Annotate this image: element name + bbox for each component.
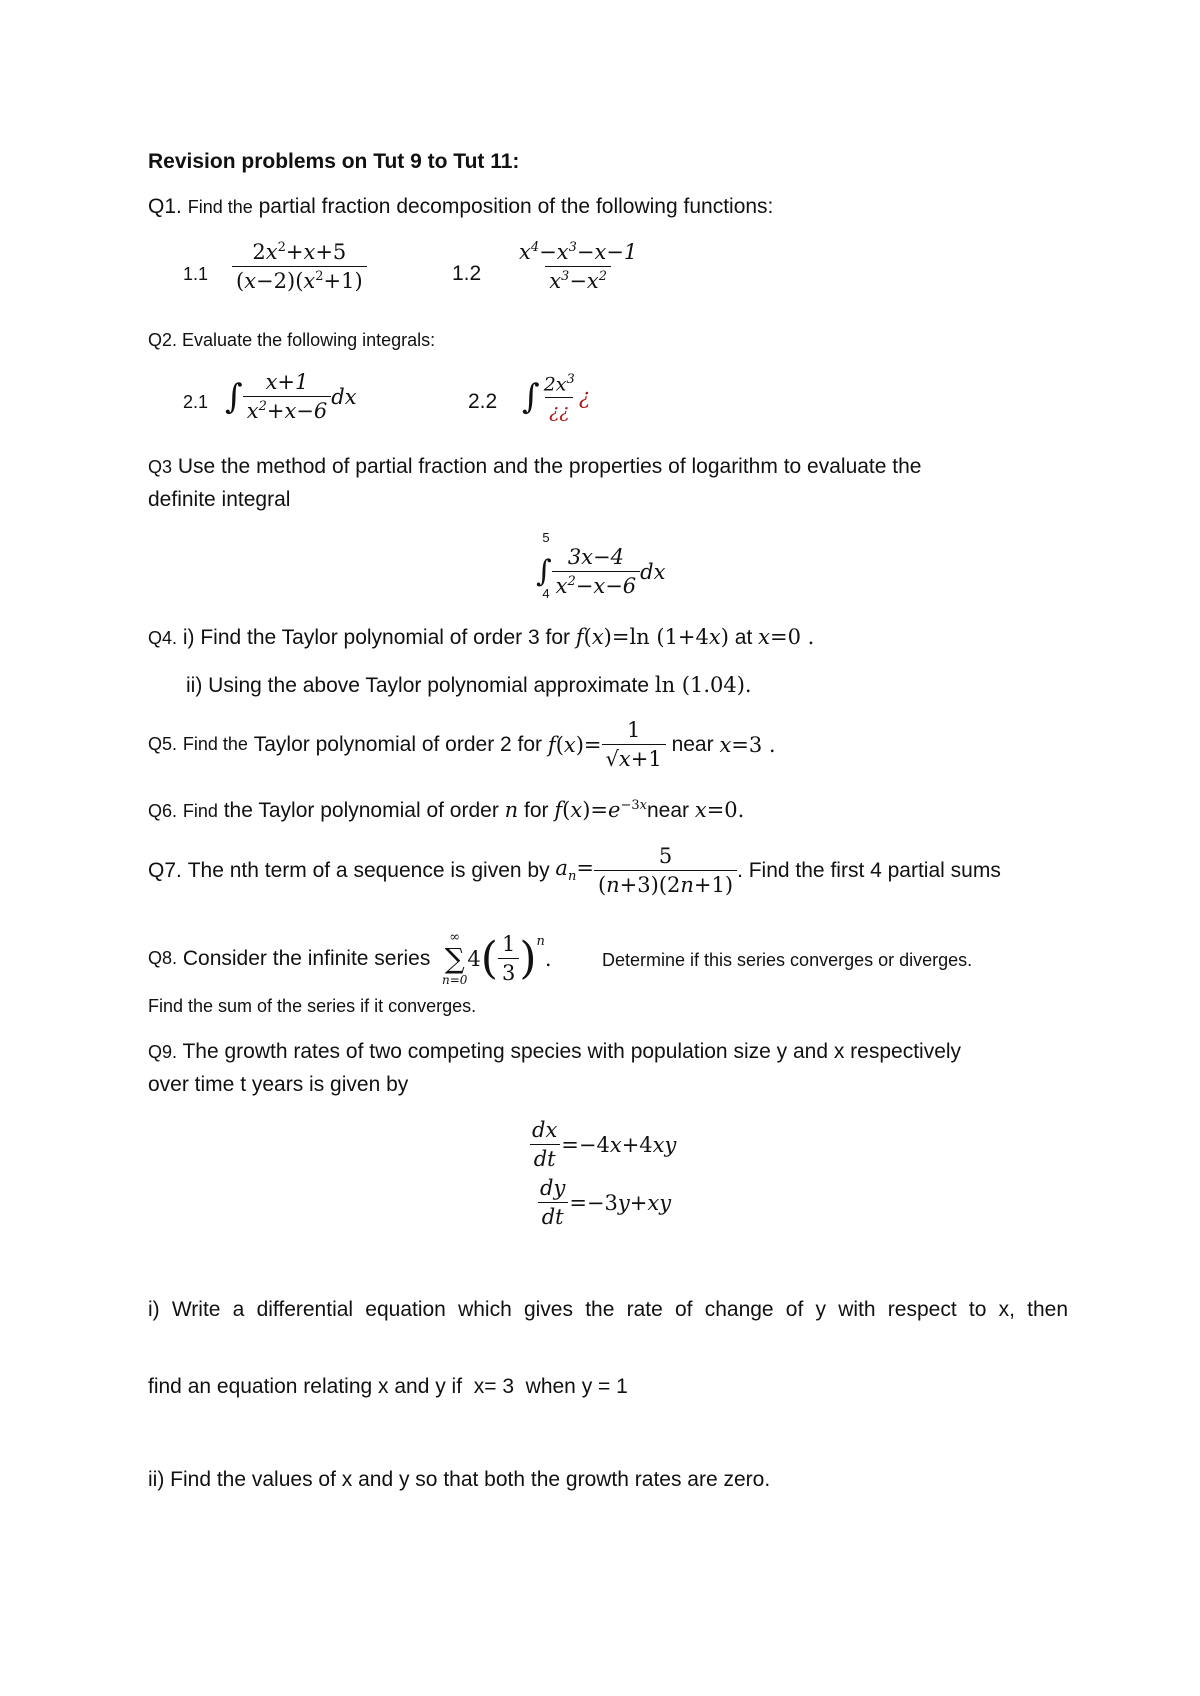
q3-label: Q3: [148, 457, 173, 477]
q8-line: Q8. Consider the infinite series ∞ ∑ n=0 4 ( $\frac{1}{3}$ ) n .: [148, 930, 552, 987]
q6-text: the Taylor polynomial of order: [223, 799, 499, 822]
q4-line2: [186, 673, 752, 698]
q1-item1-label: 1.1: [183, 264, 209, 284]
q5-label: Q5.: [148, 734, 178, 754]
q4-label: Q4.: [148, 628, 178, 648]
q3-definite-integral: ∫ $\frac{3x-4}{x^2-x-6}$ dx: [536, 545, 666, 598]
q9-equation-dxdt: $\frac{dx}{dt}$ =−4x+4xy: [528, 1118, 676, 1171]
q8-text: Consider the infinite series: [182, 946, 431, 970]
q2-item2-integral: ∫ $\frac{2x^3}{¿¿}$ ¿: [522, 372, 591, 423]
q7-text: The nth term of a sequence is given by: [187, 858, 550, 882]
q9-part-i-line1: i) Write a differential equation which gives the rate of change of y with respect to x, then: [148, 1298, 1068, 1321]
q4-part2: ii) Using the above Taylor polynomial approximate: [186, 674, 650, 697]
q6-prefix: Find: [182, 801, 218, 821]
q5-near: near: [671, 732, 714, 756]
q9-line1: [148, 1040, 961, 1064]
q6-near: near: [646, 799, 689, 822]
q1-item1-fraction: $\frac{2x^2+x+5}{(x-2)(x^2+1)}$: [232, 240, 367, 293]
q5-prefix: Find the: [182, 734, 248, 754]
q6-label: Q6.: [148, 801, 178, 821]
q9-part-ii: ii) Find the values of x and y so that both the growth rates are zero.: [148, 1468, 771, 1491]
q3-line2: definite integral: [148, 488, 291, 511]
q8-determine: Determine if this series converges or diverges.: [602, 950, 973, 970]
q4-function: f: [575, 625, 584, 649]
q4-part1: i) Find the Taylor polynomial of order 3 for: [182, 626, 570, 649]
q5-text: Taylor polynomial of order 2 for: [253, 732, 543, 756]
page-heading: Revision problems on Tut 9 to Tut 11:: [148, 150, 520, 173]
q8-line2: Find the sum of the series if it converges.: [148, 996, 477, 1016]
q4-line1: Q4. i) Find the Taylor polynomial of order 3 for f(x)=ln (1+4x) at x=0 .: [148, 625, 815, 649]
q4-approx-value: ln (1.04).: [654, 673, 752, 697]
q2-item1-integral: ∫ $\frac{x+1}{x^2+x-6}$ dx: [225, 370, 357, 423]
q3-text-1: Use the method of partial fraction and the properties of logarithm to evaluate the: [177, 455, 922, 478]
q6-for: for: [524, 799, 549, 822]
q1-text: partial fraction decomposition of the following functions:: [258, 195, 774, 218]
q9-text-1: The growth rates of two competing species with population size y and x respectively: [182, 1040, 962, 1063]
q8-label: Q8.: [148, 948, 178, 968]
q9-equation-dydt: $\frac{dy}{dt}$ =−3y+xy: [536, 1176, 671, 1229]
q9-label: Q9.: [148, 1042, 178, 1062]
q9-part-i-line2: find an equation relating x and y if x= 3 when y = 1: [148, 1375, 628, 1398]
q2-line: [148, 330, 435, 351]
q5-line: Q5. Find the Taylor polynomial of order 2 for f(x)= $\frac{1}{√x+1}$ near x=3 .: [148, 718, 776, 771]
q9-line2: over time t years is given by: [148, 1073, 409, 1096]
q1-label: Q1.: [148, 195, 182, 218]
q1-item2-fraction: $\frac{x^4-x^3-x-1}{x^3-x^2}$: [519, 240, 638, 293]
q2-label: Q2.: [148, 330, 178, 350]
q6-line: Q6. Find the Taylor polynomial of order n for $f(x)=e^{-3x}near$ x=0.: [148, 798, 745, 822]
q1-line: [148, 195, 773, 219]
q3-line1: [148, 455, 921, 479]
q3-upper-limit: 5: [542, 530, 550, 545]
integral-sign: ∫: [225, 376, 243, 417]
integral-sign: ∫: [536, 553, 552, 589]
q3-lower-limit: 4: [542, 586, 550, 601]
q7-label: Q7.: [148, 858, 182, 882]
q1-item2-label: 1.2: [452, 262, 482, 285]
q8-sum-symbol: ∞ ∑ n=0: [442, 930, 468, 987]
q1-prefix: Find the: [187, 197, 253, 217]
q2-text: Evaluate the following integrals:: [182, 330, 436, 350]
q2-item2-label: 2.2: [468, 390, 498, 413]
q7-line: Q7. The nth term of a sequence is given by $a_n=$ $\frac{5}{(n+3)(2n+1)}$ . Find the first 4 partial sums: [148, 844, 1001, 897]
integral-sign: ∫: [522, 377, 540, 418]
q2-item1-label: 2.1: [183, 392, 209, 412]
q4-at: at: [734, 626, 753, 649]
q7-tail: . Find the first 4 partial sums: [737, 858, 1001, 882]
